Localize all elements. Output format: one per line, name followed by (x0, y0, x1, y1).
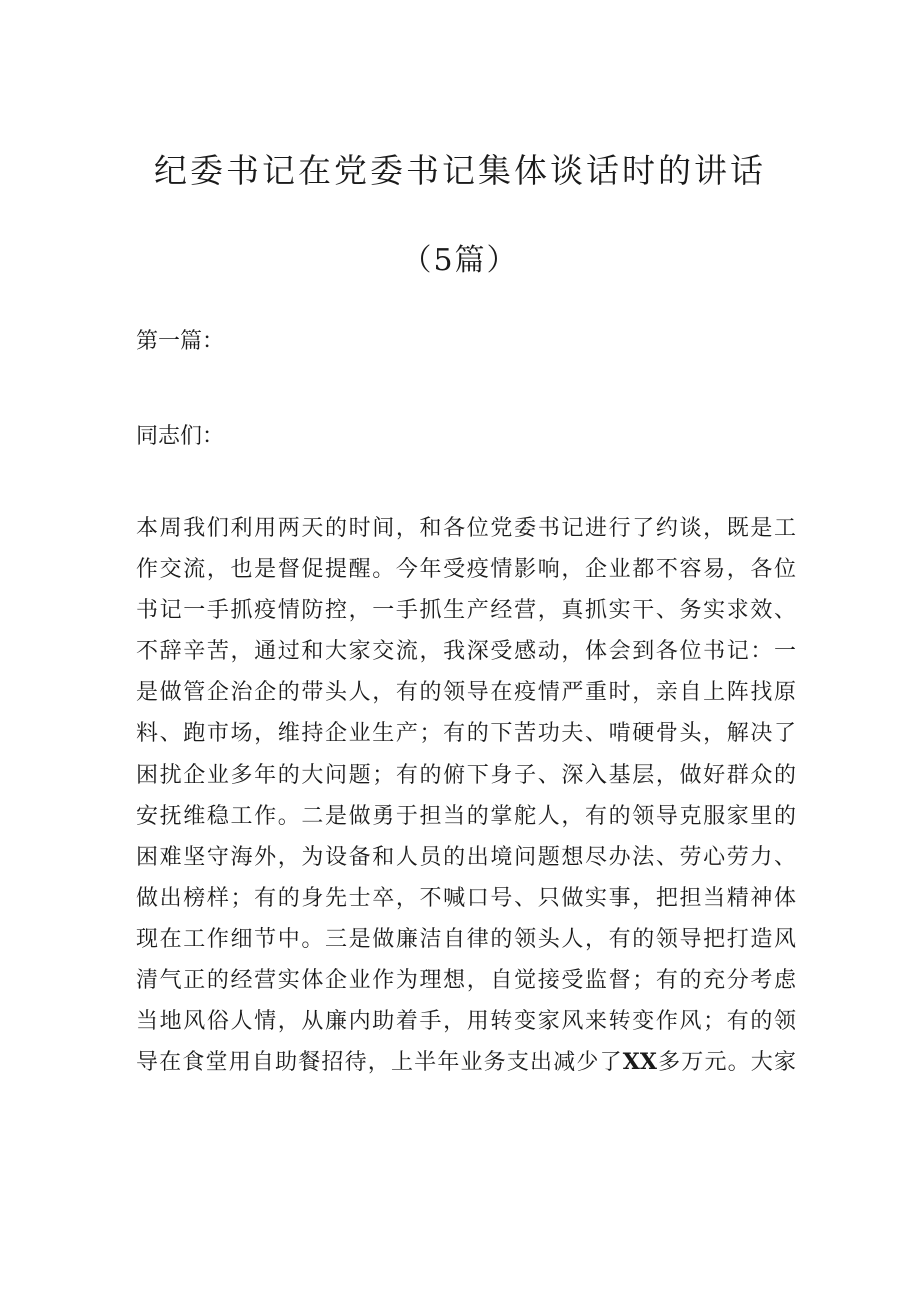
last-line-text-before: 导在食堂用自助餐招待，上半年业务支出减少了 (136, 1050, 623, 1076)
paragraph-line: 当地风俗人情，从廉内助着手，用转变家风来转变作风；有的领 (136, 1009, 796, 1035)
paragraph-line: 清气正的经营实体企业作为理想，自觉接受监督；有的充分考虑 (136, 968, 796, 994)
paragraph-line: 安抚维稳工作。二是做勇于担当的掌舵人，有的领导克服家里的 (136, 803, 796, 829)
paragraph-line: 做出榜样；有的身先士卒，不喊口号、只做实事，把担当精神体 (136, 885, 796, 911)
document-title: 纪委书记在党委书记集体谈话时的讲话 (154, 151, 766, 190)
last-line-text-after: 多万元。大家 (656, 1050, 796, 1076)
paragraph-line: 料、跑市场，维持企业生产；有的下苦功夫、啃硬骨头，解决了 (136, 721, 796, 747)
paragraph-line: 现在工作细节中。三是做廉洁自律的领头人，有的领导把打造风 (136, 926, 796, 952)
paragraph-line: 不辞辛苦，通过和大家交流，我深受感动，体会到各位书记：一 (136, 639, 796, 665)
paragraph-line: 困扰企业多年的大问题；有的俯下身子、深入基层，做好群众的 (136, 762, 796, 788)
section-heading: 第一篇： (136, 329, 225, 354)
paragraph-line: 是做管企治企的带头人，有的领导在疫情严重时，亲自上阵找原 (136, 680, 796, 706)
paragraph-line: 本周我们利用两天的时间，和各位党委书记进行了约谈，既是工 (136, 516, 796, 541)
paragraph-line: 书记一手抓疫情防控，一手抓生产经营，真抓实干、务实求效、 (136, 598, 796, 624)
amount-placeholder: XX (622, 1049, 657, 1076)
salutation: 同志们： (136, 424, 225, 449)
body-paragraph (136, 508, 796, 1083)
paragraph-line: 困难坚守海外，为设备和人员的出境问题想尽办法、劳心劳力、 (136, 844, 796, 870)
paragraph-line: 作交流，也是督促提醒。今年受疫情影响，企业都不容易，各位 (136, 557, 796, 583)
paragraph-last-line (136, 1042, 796, 1083)
document-subtitle: （5篇） (401, 243, 519, 278)
